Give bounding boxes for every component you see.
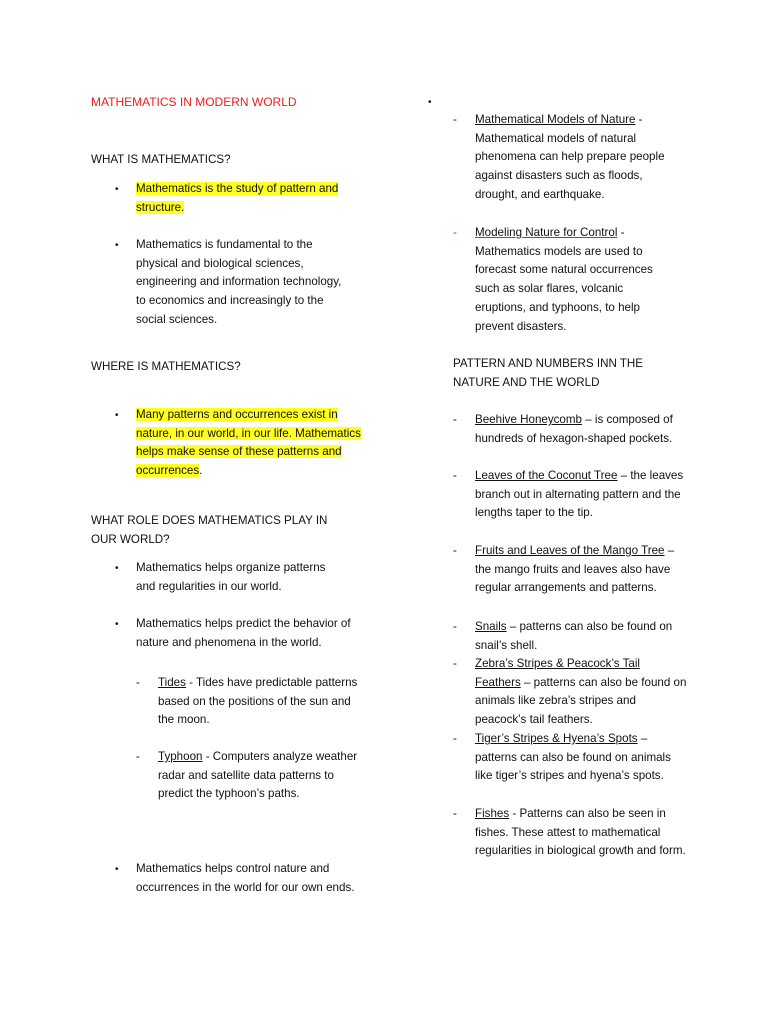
item-text: – patterns can also be found on animals like zebra’s stripes and peacock’s tail feathers. <box>475 675 687 727</box>
bullet-icon: • <box>428 97 432 108</box>
paragraph-control: Mathematics helps control nature and occurrences in the world for our own ends. <box>136 862 355 894</box>
paragraph-fundamental: Mathematics is fundamental to the physical and biological sciences, engineering and information technology, to economics and increasingly to the social sciences. <box>136 238 342 326</box>
item-title: Tiger’s Stripes & Hyena’s Spots <box>475 732 638 745</box>
tides-title: Tides <box>158 676 186 689</box>
dash-marker: - <box>136 676 140 689</box>
paragraph-organize: Mathematics helps organize patterns and regularities in our world. <box>136 561 326 593</box>
paragraph-tides <box>158 674 358 730</box>
dash-marker: - <box>453 657 457 670</box>
section-heading-what-role: WHAT ROLE DOES MATHEMATICS PLAY IN OUR WORLD? <box>91 514 328 546</box>
paragraph-many-patterns <box>136 406 366 481</box>
item-title: Fishes <box>475 807 510 820</box>
bullet-icon: • <box>115 619 119 630</box>
item-text: – patterns can also be found on animals like tiger’s stripes and hyena’s spots. <box>475 732 671 783</box>
document-title: MATHEMATICS IN MODERN WORLD <box>91 95 297 109</box>
paragraph-predict: Mathematics helps predict the behavior of nature and phenomena in the world. <box>136 617 351 649</box>
item-title: Zebra’s Stripes & Peacock’s Tail Feathers <box>475 657 640 689</box>
item-text: – the leaves branch out in alternating pattern and the lengths taper to the tip. <box>475 469 684 520</box>
dash-marker: - <box>453 807 457 820</box>
typhoon-title: Typhoon <box>158 750 203 763</box>
list-item <box>475 542 687 598</box>
dash-marker: - <box>453 469 457 482</box>
highlighted-text: Mathematics is the study of pattern and structure. <box>136 182 339 214</box>
item-title: Fruits and Leaves of the Mango Tree <box>475 544 665 557</box>
item-text: – the mango fruits and leaves also have regular arrangements and patterns. <box>475 544 675 595</box>
list-item <box>475 618 687 655</box>
bullet-icon: • <box>115 410 119 421</box>
tides-text: - Tides have predictable patterns based on the positions of the sun and the moon. <box>158 676 358 727</box>
paragraph-typhoon <box>158 748 358 804</box>
bullet-icon: • <box>115 240 119 251</box>
models-title: Mathematical Models of Nature <box>475 113 636 126</box>
bullet-icon: • <box>115 864 119 875</box>
control-text: - Mathematics models are used to forecast some natural occurrences such as solar flares, volcanic eruptions, and typhoons, to help prevent disasters. <box>475 226 653 333</box>
dash-marker: - <box>453 732 457 745</box>
list-item <box>475 467 687 523</box>
bullet-icon: • <box>115 184 119 195</box>
dash-marker: - <box>453 113 457 126</box>
list-item <box>475 655 687 730</box>
dash-marker: - <box>453 226 457 239</box>
dash-marker: - <box>136 750 140 763</box>
period-text: . <box>199 464 203 478</box>
bullet-icon: • <box>115 563 119 574</box>
section-heading-pattern-numbers: PATTERN AND NUMBERS INN THE NATURE AND THE WORLD <box>453 357 644 389</box>
typhoon-text: - Computers analyze weather radar and satellite data patterns to predict the typhoon’s paths. <box>158 750 358 801</box>
item-title: Leaves of the Coconut Tree <box>475 469 618 482</box>
dash-marker: - <box>453 413 457 426</box>
dash-marker: - <box>453 620 457 633</box>
item-title: Snails <box>475 620 507 633</box>
models-text: - Mathematical models of natural phenomena can help prepare people against disasters such as floods, drought, and earthquake. <box>475 113 665 201</box>
paragraph-study-of-pattern <box>136 180 368 217</box>
paragraph-modeling-control <box>475 224 675 336</box>
list-item <box>475 805 687 861</box>
paragraph-math-models <box>475 111 675 205</box>
highlighted-text: Many patterns and occurrences exist in nature, in our world, in our life. Mathematics helps make sense of these patterns and occurrences <box>136 408 361 478</box>
list-item <box>475 411 687 448</box>
item-text: - Patterns can also be seen in fishes. These attest to mathematical regularities in biological growth and form. <box>475 807 686 858</box>
section-heading-where-is: WHERE IS MATHEMATICS? <box>91 360 241 373</box>
item-text: – is composed of hundreds of hexagon-shaped pockets. <box>475 413 673 445</box>
item-title: Beehive Honeycomb <box>475 413 582 426</box>
section-heading-what-is: WHAT IS MATHEMATICS? <box>91 153 231 166</box>
list-item <box>475 730 687 786</box>
item-text: – patterns can also be found on snail’s shell. <box>475 620 673 652</box>
control-title: Modeling Nature for Control <box>475 226 618 239</box>
dash-marker: - <box>453 544 457 557</box>
